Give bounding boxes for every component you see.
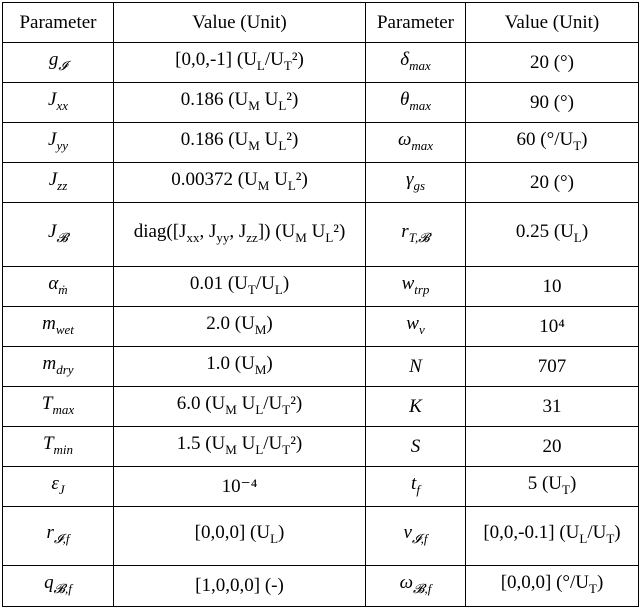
parameter-value: 60 $(^\circ/U_T)$ (466, 123, 639, 163)
parameter-symbol: $T_{max}$ (3, 387, 114, 427)
header-value-2: Value (Unit) (466, 3, 639, 43)
parameter-value: [0,0,-1] $(U_L/U_T^2)$ (114, 43, 366, 83)
header-parameter-2: Parameter (366, 3, 466, 43)
table-row (3, 427, 639, 467)
table-row (3, 83, 639, 123)
parameter-value: 2.0 $(U_M)$ (114, 307, 366, 347)
parameter-value: 0.186 ($U_M$ $U_L^2$) (114, 123, 366, 163)
parameter-value: 20 (°) (466, 163, 639, 203)
parameter-symbol: $\omega_{max}$ (366, 123, 466, 163)
parameter-value: 1.5 ($U_M$ $U_L/U_T^2$) (114, 427, 366, 467)
parameter-value: 90 (°) (466, 83, 639, 123)
header-row (3, 3, 639, 43)
table-row (3, 507, 639, 566)
parameter-symbol: $m_{dry}$ (3, 347, 114, 387)
table-row (3, 347, 639, 387)
parameter-symbol: $\omega_{𝓑,f}$ (366, 566, 466, 607)
parameter-value: 10 (466, 267, 639, 307)
parameter-symbol: $\varepsilon_J$ (3, 467, 114, 507)
parameter-value: [1,0,0,0] (-) (114, 566, 366, 607)
parameter-symbol: $r_{T,𝓑}$ (366, 203, 466, 267)
parameter-value: 5 $(U_T)$ (466, 467, 639, 507)
parameter-value: 10⁻⁴ (114, 467, 366, 507)
parameter-symbol: $m_{wet}$ (3, 307, 114, 347)
parameter-symbol: $g_𝓘$ (3, 43, 114, 83)
parameter-value: 0.25 $(U_L)$ (466, 203, 639, 267)
parameter-symbol: $v_{𝓘,f}$ (366, 507, 466, 566)
parameter-value: [0,0,0] $(U_L)$ (114, 507, 366, 566)
header-parameter-1: Parameter (3, 3, 114, 43)
parameter-symbol: $J_{xx}$ (3, 83, 114, 123)
header-value-1: Value (Unit) (114, 3, 366, 43)
parameter-symbol: $r_{𝓘,f}$ (3, 507, 114, 566)
parameter-value: 0.01 $(U_T/U_L)$ (114, 267, 366, 307)
parameter-symbol: $w_\nu$ (366, 307, 466, 347)
parameter-symbol: $q_{𝓑,f}$ (3, 566, 114, 607)
parameter-value: 1.0 $(U_M)$ (114, 347, 366, 387)
table-row (3, 467, 639, 507)
parameter-value: [0,0,0] $(^\circ/U_T)$ (466, 566, 639, 607)
parameter-symbol: $\theta_{max}$ (366, 83, 466, 123)
parameter-value: 10⁴ (466, 307, 639, 347)
table-row (3, 307, 639, 347)
parameter-value: 6.0 ($U_M$ $U_L/U_T^2$) (114, 387, 366, 427)
parameter-value: 20 (466, 427, 639, 467)
parameter-symbol: $\delta_{max}$ (366, 43, 466, 83)
parameter-symbol: N (366, 347, 466, 387)
parameter-value: 20 (°) (466, 43, 639, 83)
parameter-value: 0.186 ($U_M$ $U_L^2$) (114, 83, 366, 123)
parameter-symbol: $\gamma_{gs}$ (366, 163, 466, 203)
parameter-value: 31 (466, 387, 639, 427)
parameter-symbol: K (366, 387, 466, 427)
parameter-value: 0.00372 ($U_M$ $U_L^2$) (114, 163, 366, 203)
parameter-symbol: S (366, 427, 466, 467)
parameter-symbol: $T_{min}$ (3, 427, 114, 467)
table-row (3, 566, 639, 607)
table-row (3, 43, 639, 83)
parameter-value: $diag([J_{xx}$, $J_{yy}$, $J_{zz}$]) ($U_M$ $U_L^2$) (114, 203, 366, 267)
parameter-symbol: $t_f$ (366, 467, 466, 507)
table-row (3, 387, 639, 427)
table-row (3, 203, 639, 267)
parameter-symbol: $J_{yy}$ (3, 123, 114, 163)
parameter-symbol: $w_{trp}$ (366, 267, 466, 307)
table-row (3, 163, 639, 203)
parameter-symbol: $J_{zz}$ (3, 163, 114, 203)
parameter-symbol: $J_𝓑$ (3, 203, 114, 267)
parameter-value: 707 (466, 347, 639, 387)
table-row (3, 267, 639, 307)
parameter-value: [0,0,-0.1] $(U_L/U_T)$ (466, 507, 639, 566)
parameter-table (2, 2, 639, 607)
table-row (3, 123, 639, 163)
parameter-symbol: $\alpha_ṁ$ (3, 267, 114, 307)
